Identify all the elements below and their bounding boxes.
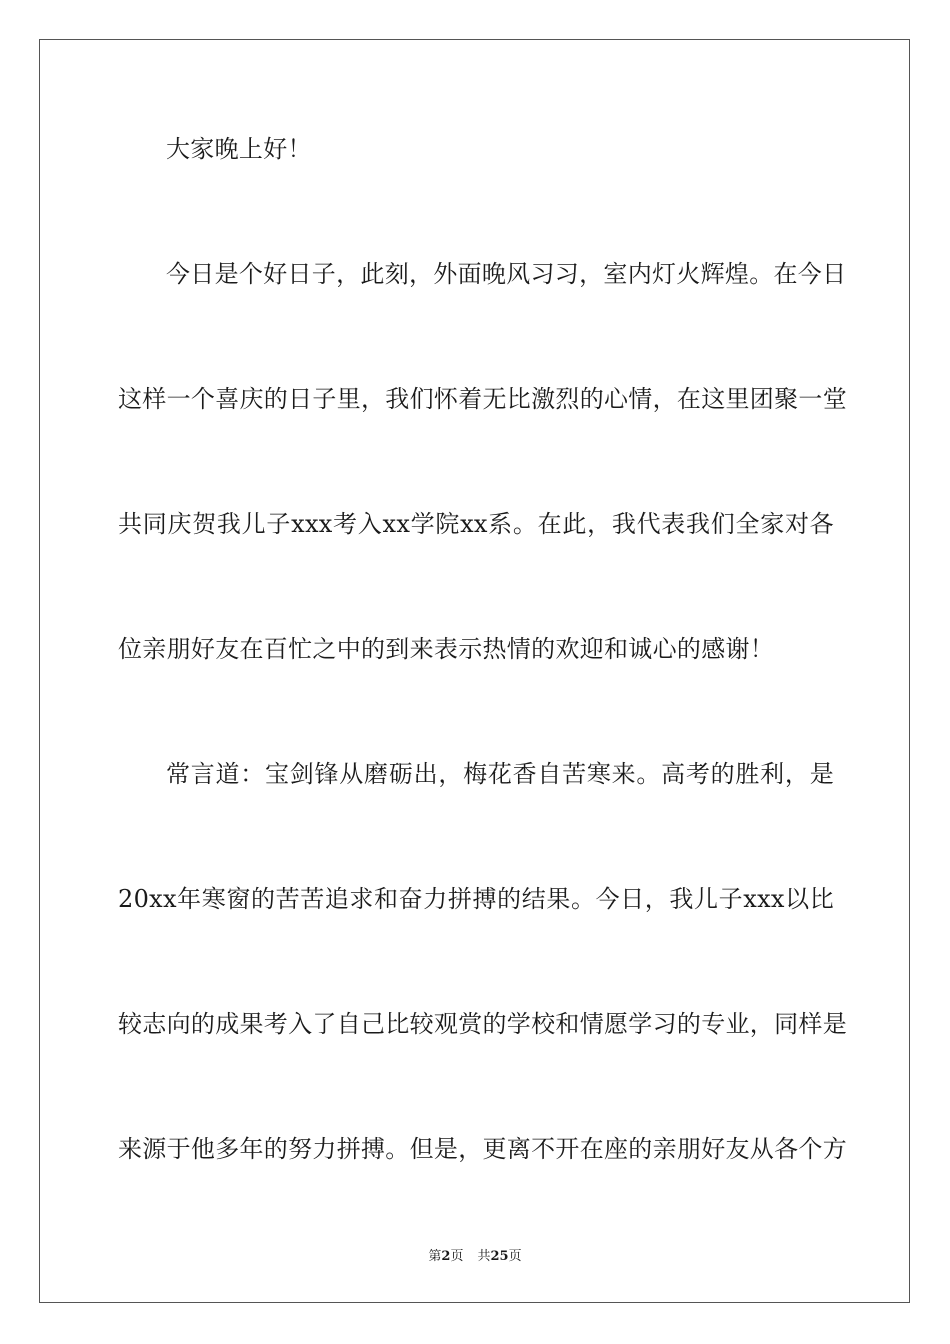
- paragraph-2-line-2: 20xx年寒窗的苦苦追求和奋力拼搏的结果。今日，我儿子xxx以比: [118, 885, 834, 913]
- page-footer: [0, 1248, 950, 1266]
- current-page-number: 2: [441, 1249, 451, 1264]
- paragraph-1-line-1: 今日是个好日子，此刻，外面晚风习习，室内灯火辉煌。在今日: [166, 260, 847, 288]
- paragraph-2-line-1: 常言道：宝剑锋从磨砺出，梅花香自苦寒来。高考的胜利，是: [166, 760, 834, 788]
- page-label-prefix: 第: [428, 1249, 442, 1264]
- greeting-line: 大家晚上好！: [166, 135, 312, 163]
- total-page-number: 25: [490, 1249, 509, 1264]
- paragraph-2-line-4: 来源于他多年的努力拼搏。但是，更离不开在座的亲朋好友从各个方: [118, 1135, 847, 1163]
- total-label-suffix: 页: [508, 1249, 522, 1264]
- page-label-suffix: 页: [450, 1249, 464, 1264]
- paragraph-2-line-3: 较志向的成果考入了自己比较观赏的学校和情愿学习的专业，同样是: [118, 1010, 847, 1038]
- total-label-prefix: 共: [477, 1249, 491, 1264]
- page-border: [39, 39, 910, 1303]
- paragraph-1-line-3: 共同庆贺我儿子xxx考入xx学院xx系。在此，我代表我们全家对各: [118, 510, 834, 538]
- paragraph-1-line-2: 这样一个喜庆的日子里，我们怀着无比激烈的心情，在这里团聚一堂: [118, 385, 847, 413]
- paragraph-1-line-4: 位亲朋好友在百忙之中的到来表示热情的欢迎和诚心的感谢！: [118, 635, 775, 663]
